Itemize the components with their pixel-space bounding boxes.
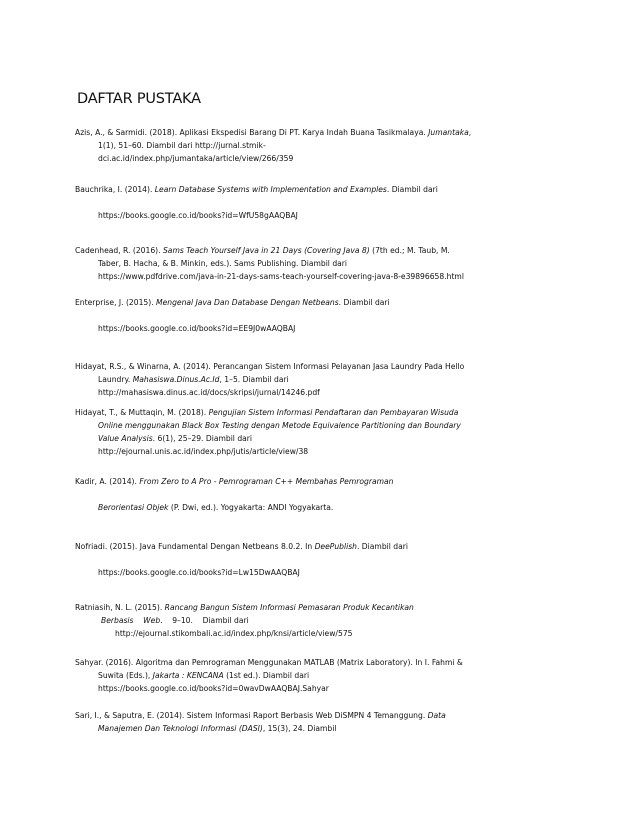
ref-url: https://books.google.co.id/books?id=EE9J0wAAQBAJ: [98, 324, 296, 333]
ref-text: Laundry.: [98, 375, 133, 384]
ref-text: Sari, I., & Saputra, E. (2014). Sistem Informasi Raport Berbasis Web DiSMPN 4 Temanggung.: [75, 711, 428, 720]
ref-text: (1st ed.). Diambil dari: [223, 671, 310, 680]
reference-entry-sahyar: [75, 656, 565, 695]
ref-title: Rancang Bangun Sistem Informasi Pemasaran Produk Kecantikan: [164, 603, 414, 612]
ref-publisher: DeePublish: [314, 542, 357, 551]
ref-text: Azis, A., & Sarmidi. (2018). Aplikasi Ekspedisi Barang Di PT. Karya Indah Buana Tasikmalaya.: [75, 128, 429, 137]
reference-entry-cadenhead: [75, 244, 565, 283]
ref-publisher: Jakarta : KENCANA: [152, 671, 224, 680]
ref-url: http://ejournal.unis.ac.id/index.php/jutis/article/view/38: [98, 447, 309, 456]
ref-url: https://books.google.co.id/books?id=Lw15DwAAQBAJ: [98, 568, 300, 577]
ref-text: . 6(1), 25–29. Diambil dari: [152, 434, 253, 443]
reference-entry-sari: [75, 709, 565, 735]
reference-entry-ratniasih: [75, 601, 565, 640]
ref-url: https://books.google.co.id/books?id=0wavDwAAQBAJ.Sahyar: [98, 684, 329, 693]
ref-text: , 1–5. Diambil dari: [219, 375, 289, 384]
reference-entry-kadir: [75, 475, 565, 514]
ref-title: Mengenal Java Dan Database Dengan Netbeans: [156, 298, 339, 307]
ref-text: Kadir, A. (2014).: [75, 477, 140, 486]
reference-entry-azis: [75, 126, 565, 165]
ref-journal: Jumantaka: [428, 128, 469, 137]
ref-text: Bauchrika, I. (2014).: [75, 185, 155, 194]
ref-journal: Data: [427, 711, 446, 720]
ref-text: . Diambil dari: [338, 298, 390, 307]
ref-title: Value Analysis: [98, 434, 153, 443]
ref-text: (P. Dwi, ed.). Yogyakarta: ANDI Yogyakarta.: [168, 503, 334, 512]
ref-url: http://mahasiswa.dinus.ac.id/docs/skripsi/jurnal/14246.pdf: [98, 388, 320, 397]
ref-text: ,: [468, 128, 472, 137]
ref-url: dci.ac.id/index.php/jumantaka/article/view/266/359: [98, 154, 294, 163]
ref-title: Learn Database Systems with Implementation and Examples: [154, 185, 387, 194]
ref-url: https://www.pdfdrive.com/java-in-21-days-sams-teach-yourself-covering-java-8-e39896658.html: [98, 272, 464, 281]
ref-title: From Zero to A Pro - Pemrograman C++ Membahas Pemrograman: [139, 477, 394, 486]
reference-entry-nofriadi: [75, 540, 565, 579]
reference-entry-hidayat-rs: [75, 360, 565, 399]
reference-entry-hidayat-t: [75, 406, 565, 458]
ref-text: Ratniasih, N. L. (2015).: [75, 603, 165, 612]
ref-text: Suwita (Eds.),: [98, 671, 153, 680]
ref-text: . Diambil dari: [386, 185, 438, 194]
ref-text: . 9–10. Diambil dari: [160, 616, 249, 625]
ref-text: Sahyar. (2016). Algoritma dan Pemrograman Menggunakan MATLAB (Matrix Laboratory). In I. Fahmi &: [75, 658, 463, 667]
reference-entry-enterprise: [75, 296, 565, 335]
ref-title: Sams Teach Yourself Java in 21 Days (Covering Java 8): [162, 246, 370, 255]
ref-text: Cadenhead, R. (2016).: [75, 246, 163, 255]
ref-title: Online menggunakan Black Box Testing dengan Metode Equivalence Partitioning dan Boundary: [98, 421, 461, 430]
ref-text: 1(1), 51–60. Diambil dari http://jurnal.stmik-: [98, 141, 266, 150]
ref-title: Berorientasi Objek: [98, 503, 169, 512]
ref-text: . Diambil dari: [356, 542, 408, 551]
ref-text: Hidayat, R.S., & Winarna, A. (2014). Perancangan Sistem Informasi Pelayanan Jasa Laundry Pada Hello: [75, 362, 465, 371]
ref-url: http://ejournal.stikombali.ac.id/index.php/knsi/article/view/575: [115, 629, 353, 638]
ref-text: Taber, B. Hacha, & B. Minkin, eds.). Sams Publishing. Diambil dari: [98, 259, 348, 268]
reference-entry-bauchrika: [75, 183, 565, 222]
ref-url: https://books.google.co.id/books?id=WfU58gAAQBAJ: [98, 211, 298, 220]
ref-journal: Manajemen Dan Teknologi Informasi (DASI): [98, 724, 263, 733]
ref-journal: Mahasiswa.Dinus.Ac.Id: [132, 375, 220, 384]
ref-text: Hidayat, T., & Muttaqin, M. (2018).: [75, 408, 209, 417]
ref-text: Enterprise, J. (2015).: [75, 298, 157, 307]
page-title: DAFTAR PUSTAKA: [77, 91, 201, 107]
ref-text: Nofriadi. (2015). Java Fundamental Dengan Netbeans 8.0.2. In: [75, 542, 315, 551]
ref-title: Pengujian Sistem Informasi Pendaftaran dan Pembayaran Wisuda: [208, 408, 459, 417]
ref-title: Berbasis Web: [101, 616, 161, 625]
ref-text: (7th ed.; M. Taub, M.: [369, 246, 450, 255]
ref-text: , 15(3), 24. Diambil: [262, 724, 337, 733]
